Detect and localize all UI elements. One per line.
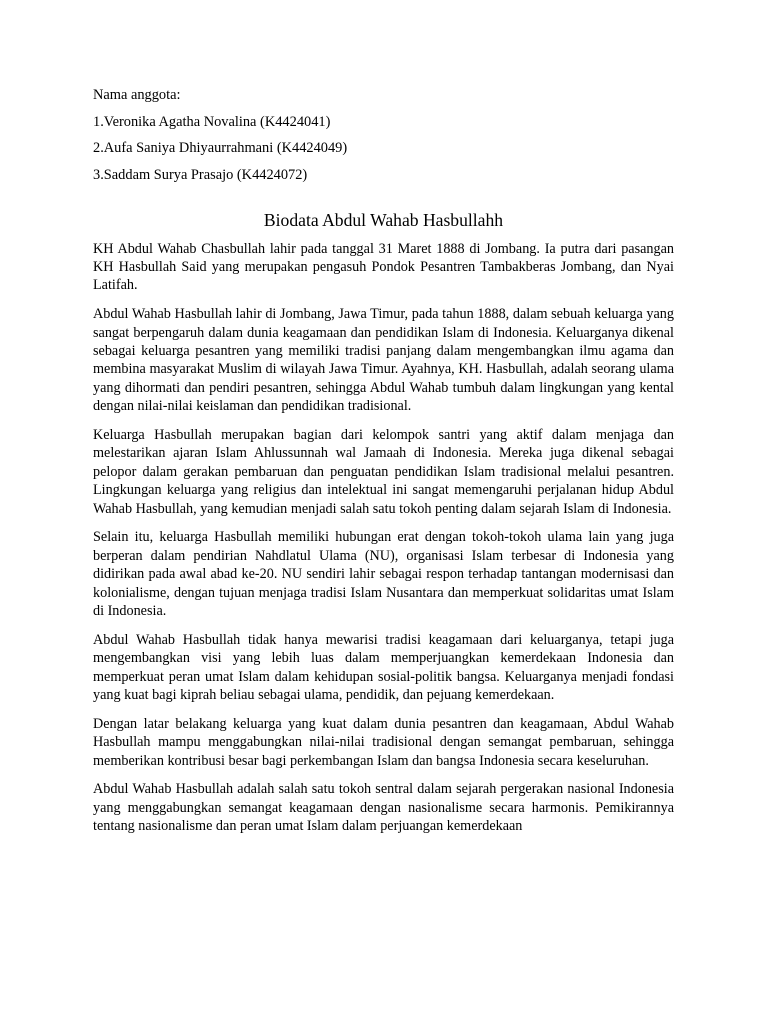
paragraph-1: KH Abdul Wahab Chasbullah lahir pada tanggal 31 Maret 1888 di Jombang. Ia putra dari pasangan KH Hasbullah Said yang merupakan pengasuh Pondok Pesantren Tambakberas Jombang, dan Nyai Latifah. — [93, 240, 674, 294]
paragraph-6: Dengan latar belakang keluarga yang kuat dalam dunia pesantren dan keagamaan, Abdul Wahab Hasbullah mampu menggabungkan nilai-nilai tradisional dengan semangat pembaruan, sehingga memberikan kontribusi besar bagi perkembangan Islam dan bangsa Indonesia secara keseluruhan. — [93, 715, 674, 769]
paragraph-5: Abdul Wahab Hasbullah tidak hanya mewarisi tradisi keagamaan dari keluarganya, tetapi juga mengembangkan visi yang lebih luas dalam memperjuangkan kemerdekaan Indonesia dan memperkuat peran umat Islam dalam kehidupan sosial-politik bangsa. Keluarganya menjadi fondasi yang kuat bagi kiprah beliau sebagai ulama, pendidik, dan pejuang kemerdekaan. — [93, 631, 674, 703]
members-heading: Nama anggota: — [93, 87, 181, 103]
member-item-3: 3.Saddam Surya Prasajo (K4424072) — [93, 166, 308, 183]
paragraph-7: Abdul Wahab Hasbullah adalah salah satu tokoh sentral dalam sejarah pergerakan nasional Indonesia yang menggabungkan semangat keagamaan dengan nasionalisme secara harmonis. Pemikirannya tentang nasionalisme dan peran umat Islam dalam perjuangan kemerdekaan — [93, 781, 674, 835]
paragraph-2: Abdul Wahab Hasbullah lahir di Jombang, Jawa Timur, pada tahun 1888, dalam sebuah keluarga yang sangat berpengaruh dalam dunia keagamaan dan pendidikan Islam di Indonesia. Keluarganya dikenal sebagai keluarga pesantren yang memiliki tradisi panjang dalam mengembangkan ilmu agama dan membina masyarakat Muslim di wilayah Jawa Timur. Ayahnya, KH. Hasbullah, adalah seorang ulama yang dihormati dan pendiri pesantren, sehingga Abdul Wahab tumbuh dalam lingkungan yang kental dengan nilai-nilai keislaman dan pendidikan tradisional. — [93, 306, 674, 415]
member-item-2: 2.Aufa Saniya Dhiyaurrahmani (K4424049) — [93, 140, 348, 156]
member-item-1: 1.Veronika Agatha Novalina (K4424041) — [93, 113, 331, 130]
paragraph-3: Keluarga Hasbullah merupakan bagian dari kelompok santri yang aktif dalam menjaga dan melestarikan ajaran Islam Ahlussunnah wal Jamaah di Indonesia. Mereka juga dikenal sebagai pelopor dalam gerakan pembaruan dan penguatan pendidikan Islam tradisional melalui pesantren. Lingkungan keluarga yang religius dan intelektual ini sangat memengaruhi perjalanan hidup Abdul Wahab Hasbullah, yang kemudian menjadi salah satu tokoh penting dalam sejarah Islam di Indonesia. — [93, 426, 674, 517]
paragraph-4: Selain itu, keluarga Hasbullah memiliki hubungan erat dengan tokoh-tokoh ulama lain yang juga berperan dalam pendirian Nahdlatul Ulama (NU), organisasi Islam terbesar di Indonesia yang didirikan pada awal abad ke-20. NU sendiri lahir sebagai respon terhadap tantangan modernisasi dan kolonialisme, dengan tujuan menjaga tradisi Islam Nusantara dan memperkuat solidaritas umat Islam di Indonesia. — [93, 529, 674, 619]
document-title: Biodata Abdul Wahab Hasbullahh — [263, 209, 504, 230]
document-body — [93, 86, 674, 846]
